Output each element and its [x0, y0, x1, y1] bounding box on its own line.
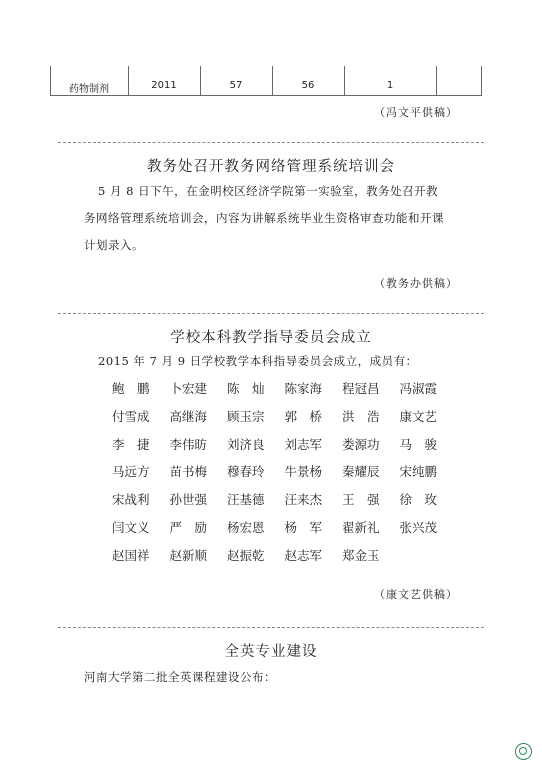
- table-cell-year: 2011: [151, 80, 177, 91]
- member-name: 康文艺: [399, 408, 438, 424]
- member-name: 鲍 鹏: [112, 381, 150, 396]
- member-name: 刘济良: [227, 436, 265, 452]
- member-name: 郑金玉: [342, 547, 380, 563]
- member-name: 陈 灿: [227, 381, 265, 396]
- member-name: 闫文义: [112, 519, 150, 535]
- member-name: 杨 军: [284, 519, 323, 535]
- member-name: 赵志军: [284, 547, 323, 563]
- member-name: 宋战利: [112, 492, 150, 508]
- member-name: 严 励: [169, 519, 208, 535]
- paragraph-line: 河南大学第二批全英课程建设公布：: [84, 670, 276, 684]
- section-divider: [58, 142, 484, 143]
- green-seal-icon: [515, 743, 532, 760]
- section-divider: [58, 627, 484, 628]
- table-cell-major: 药物制剂: [69, 84, 109, 95]
- table-border: [50, 95, 482, 96]
- paragraph-line: 务网络管理系统培训会，内容为讲解系统毕业生资格审查功能和开课: [84, 211, 444, 225]
- paragraph-line: 计划录入。: [84, 238, 144, 252]
- paragraph-line: 5 月 8 日下午，在金明校区经济学院第一实验室，教务处召开教: [98, 184, 439, 198]
- member-name: 李伟昉: [169, 436, 208, 452]
- name-row: [112, 407, 472, 435]
- member-name: 翟新礼: [342, 519, 380, 535]
- table-cell-count: 56: [301, 80, 315, 91]
- member-name: 赵振乾: [227, 547, 265, 563]
- member-name: 顾玉宗: [227, 408, 265, 424]
- section-divider: [58, 313, 484, 314]
- paragraph-line: 2015 年 7 月 9 日学校教学本科指导委员会成立，成员有：: [98, 354, 418, 368]
- member-name: 付雪成: [112, 408, 150, 424]
- member-name: 冯淑霞: [399, 381, 438, 396]
- credit-line: （教务办供稿）: [374, 277, 458, 290]
- table-cell-count: 1: [386, 80, 394, 91]
- name-row: [112, 546, 472, 574]
- table-border: [481, 66, 482, 96]
- member-name: 赵新顺: [169, 547, 208, 563]
- name-row: [112, 462, 472, 490]
- member-name: 杨宏恩: [227, 519, 265, 535]
- member-name: 李 捷: [112, 436, 150, 452]
- member-name: 王 强: [342, 492, 380, 508]
- table-border: [436, 66, 437, 96]
- member-name: 陈家海: [284, 381, 323, 396]
- member-name: 洪 浩: [342, 408, 380, 424]
- member-name: 刘志军: [284, 436, 323, 452]
- section-title: 教务处召开教务网络管理系统培训会: [147, 159, 395, 175]
- member-name: 卜宏建: [169, 381, 208, 396]
- credit-line: （冯文平供稿）: [374, 106, 458, 119]
- member-name: 秦耀辰: [342, 464, 380, 480]
- name-row: [112, 379, 472, 407]
- name-row: [112, 435, 472, 463]
- member-name: 宋纯鹏: [399, 464, 438, 480]
- member-name: 徐 玫: [399, 492, 438, 508]
- member-name: 高继海: [169, 408, 208, 424]
- section-title: 学校本科教学指导委员会成立: [170, 330, 372, 346]
- member-name: 娄源功: [342, 436, 380, 452]
- member-name: 程冠昌: [342, 381, 380, 396]
- member-name: 孙世强: [169, 492, 208, 508]
- section-title: 全英专业建设: [224, 644, 318, 660]
- member-name: 汪来杰: [284, 492, 323, 508]
- member-name: 牛景杨: [284, 464, 323, 480]
- member-name: 马 骏: [399, 436, 438, 452]
- name-row: [112, 518, 472, 546]
- member-name: 汪基德: [227, 492, 265, 508]
- member-name: 郭 桥: [284, 408, 323, 424]
- table-cell-count: 57: [229, 80, 243, 91]
- member-name: 赵国祥: [112, 547, 150, 563]
- member-name: 马远方: [112, 464, 150, 480]
- member-name: 穆春玲: [227, 464, 265, 480]
- credit-line: （康文艺供稿）: [374, 588, 458, 601]
- member-name: 张兴茂: [399, 519, 438, 535]
- name-row: [112, 490, 472, 518]
- course-table-fragment: [50, 66, 482, 96]
- member-name: 苗书梅: [169, 464, 208, 480]
- member-name-grid: [112, 379, 472, 574]
